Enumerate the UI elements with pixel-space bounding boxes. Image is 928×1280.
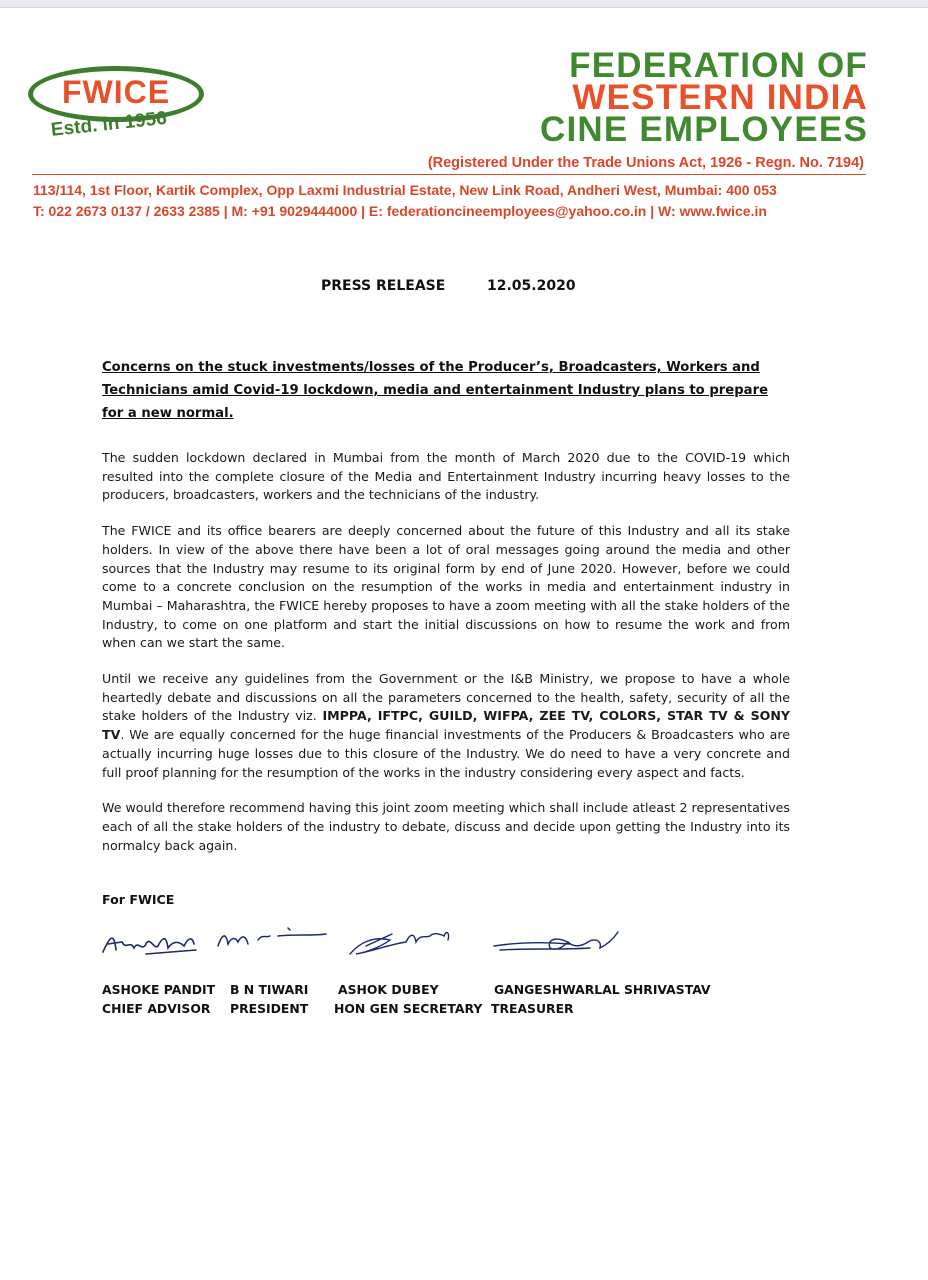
signatory-block	[334, 980, 482, 1018]
paragraph-3-text-end: . We are equally concerned for the huge financial investments of the Producers & Broadcasters who are actually incurring huge losses due to this closure of the Industry. We do need to have a very concrete and full proof planning for the resumption of the works in the industry considering every aspect and facts.	[102, 727, 790, 780]
registration-note: (Registered Under the Trade Unions Act, 1926 - Regn. No. 7194)	[427, 155, 864, 171]
paragraph-2: The FWICE and its office bearers are deeply concerned about the future of this Industry and all its stake holders. In view of the above there have been a lot of oral messages going around the media and other sources that the Industry may resume to its original form by end of June 2020. However, before we could come to a concrete conclusion on the resumption of the works in media and entertainment industry in Mumbai – Maharashtra, the FWICE hereby proposes to have a zoom meeting with all the stake holders of the Industry, to come on one platform and start the initial discussions on how to resume the work and from when can we start the same.	[102, 523, 790, 651]
address-line: 113/114, 1st Floor, Kartik Complex, Opp Laxmi Industrial Estate, New Link Road, Andheri West, Mumbai: 400 053	[33, 182, 777, 198]
logo-text: FWICE	[61, 74, 171, 110]
signatory-block	[491, 980, 711, 1018]
signoff-label: For FWICE	[102, 892, 175, 907]
press-release-title: PRESS RELEASE	[321, 278, 446, 294]
signature-gangeshwarlal-shrivastav	[490, 924, 622, 958]
signatory-title: TREASURER	[491, 1001, 574, 1016]
paragraph-3-stakeholders: IMPPA, IFTPC, GUILD, WIFPA, ZEE TV, COLORS, STAR TV & SONY TV	[102, 708, 791, 743]
paragraph-1: The sudden lockdown declared in Mumbai from the month of March 2020 due to the COVID-19 which resulted into the complete closure of the Media and Entertainment Industry incurring heavy losses to the producers, broadcasters, workers and the technicians of the industry.	[102, 450, 790, 503]
signatory-name: ASHOK DUBEY	[338, 982, 439, 997]
fwice-logo	[26, 62, 216, 146]
signatory-title: PRESIDENT	[230, 1001, 309, 1016]
org-name-line-3: CINE EMPLOYEES	[540, 110, 868, 149]
organization-name	[540, 46, 868, 149]
paragraph-3-text-start: Until we receive any guidelines from the Government or the I&B Ministry, we propose to have a whole heartedly debate and discussions on all the parameters concerned to the health, safety, security of all the stake holders of the Industry viz.	[102, 671, 790, 724]
org-name-line-2: WESTERN INDIA	[572, 78, 868, 117]
signatory-title: HON GEN SECRETARY	[334, 1001, 483, 1016]
signature-bn-tiwari	[216, 924, 328, 954]
subject-line: Concerns on the stuck investments/losses of the Producer’s, Broadcasters, Workers and Technicians amid Covid-19 lockdown, media and entertainment Industry plans to prepare for a new normal.	[102, 360, 769, 421]
signatory-block	[230, 980, 308, 1018]
signature-ashoke-pandit	[100, 926, 200, 962]
paragraph-3	[102, 670, 790, 782]
org-name-line-1: FEDERATION OF	[569, 46, 868, 85]
signature-ashok-dubey	[346, 924, 454, 962]
paragraph-4: We would therefore recommend having this joint zoom meeting which shall include atleast 2 representatives each of all the stake holders of the industry to debate, discuss and decide upon getting the Industry into its normalcy back again.	[102, 800, 790, 853]
window-top-bar	[0, 0, 928, 8]
signatory-title: CHIEF ADVISOR	[102, 1001, 211, 1016]
signatory-block	[102, 980, 215, 1018]
contact-line: T: 022 2673 0137 / 2633 2385 | M: +91 9029444000 | E: federationcineemployees@yahoo.co.in | W: www.fwice.in	[33, 203, 767, 219]
signatory-name: B N TIWARI	[230, 982, 309, 997]
letterhead-divider	[32, 174, 866, 175]
letter-body	[102, 356, 790, 872]
signatory-name: GANGESHWARLAL SHRIVASTAV	[494, 982, 711, 997]
signatory-name: ASHOKE PANDIT	[102, 982, 216, 997]
press-release-date: 12.05.2020	[487, 278, 576, 294]
logo-established: Estd. in 1956	[50, 107, 168, 141]
